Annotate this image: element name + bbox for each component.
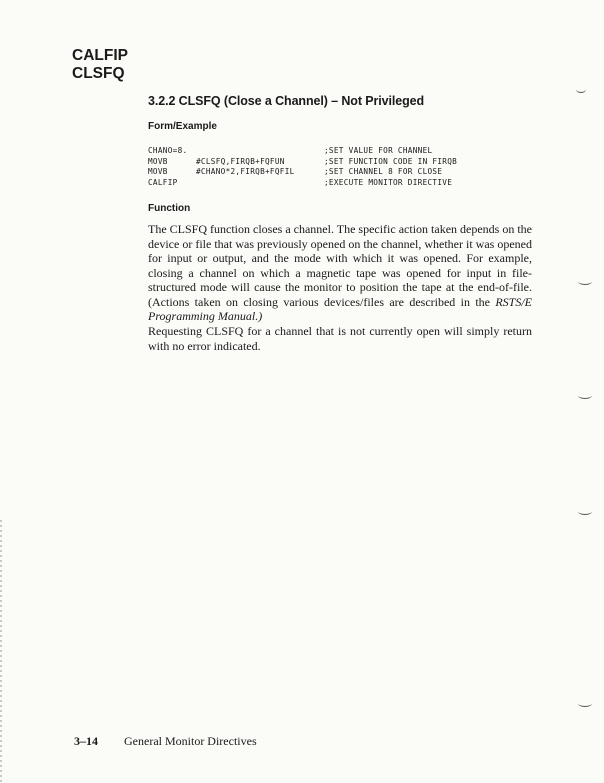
- function-paragraph-text: The CLSFQ function closes a channel. The specific action taken depends on the device or file that was previously opened on the channel, whether it was opened for input or output, and the mode with which it was opened. For example, closing a channel on which a magnetic tape was opened for input in file-structured mode will cause the monitor to position the tape at the end-of-file. (Actions taken on closing various devices/files are described in the: [148, 222, 532, 309]
- code-operand: [196, 178, 324, 189]
- margin-mark: [578, 392, 592, 399]
- code-example: [148, 146, 457, 188]
- margin-mark: [578, 508, 592, 515]
- code-operand: #CHANO*2,FIRQB+FQFIL: [196, 167, 295, 177]
- running-head-clsfq: CLSFQ: [72, 65, 125, 82]
- code-line: [148, 146, 457, 157]
- footer-title: General Monitor Directives: [124, 734, 257, 748]
- code-comment: ;SET CHANNEL 8 FOR CLOSE: [324, 167, 443, 177]
- code-line: [148, 167, 457, 178]
- code-line: [148, 157, 457, 168]
- running-head: [72, 47, 128, 83]
- running-head-calfip: CALFIP: [72, 47, 128, 64]
- code-label: CALFIP: [148, 177, 178, 187]
- code-label: CHANO=8.: [148, 146, 188, 155]
- margin-mark: [578, 278, 592, 285]
- manual-reference: RSTS/E Programming Manual.): [148, 294, 532, 323]
- code-comment: ;SET VALUE FOR CHANNEL: [324, 146, 433, 155]
- form-example-label: Form/Example: [148, 121, 217, 132]
- page-footer: [74, 734, 257, 749]
- function-paragraph: [148, 222, 532, 324]
- function-label: Function: [148, 203, 191, 214]
- scan-edge: [0, 520, 2, 783]
- code-operand: [196, 146, 324, 157]
- margin-mark: [578, 700, 592, 707]
- code-label: MOVB: [148, 156, 168, 166]
- code-label: MOVB: [148, 167, 168, 177]
- code-line: [148, 178, 457, 189]
- code-comment: ;EXECUTE MONITOR DIRECTIVE: [324, 177, 453, 187]
- code-comment: ;SET FUNCTION CODE IN FIRQB: [324, 156, 458, 166]
- open-channel-paragraph: Requesting CLSFQ for a channel that is not currently open will simply return with no error indicated.: [148, 324, 532, 353]
- code-operand: #CLSFQ,FIRQB+FQFUN: [196, 156, 285, 166]
- margin-mark: [576, 86, 586, 93]
- section-heading: 3.2.2 CLSFQ (Close a Channel) – Not Privileged: [148, 94, 425, 108]
- page-number: 3–14: [74, 734, 98, 748]
